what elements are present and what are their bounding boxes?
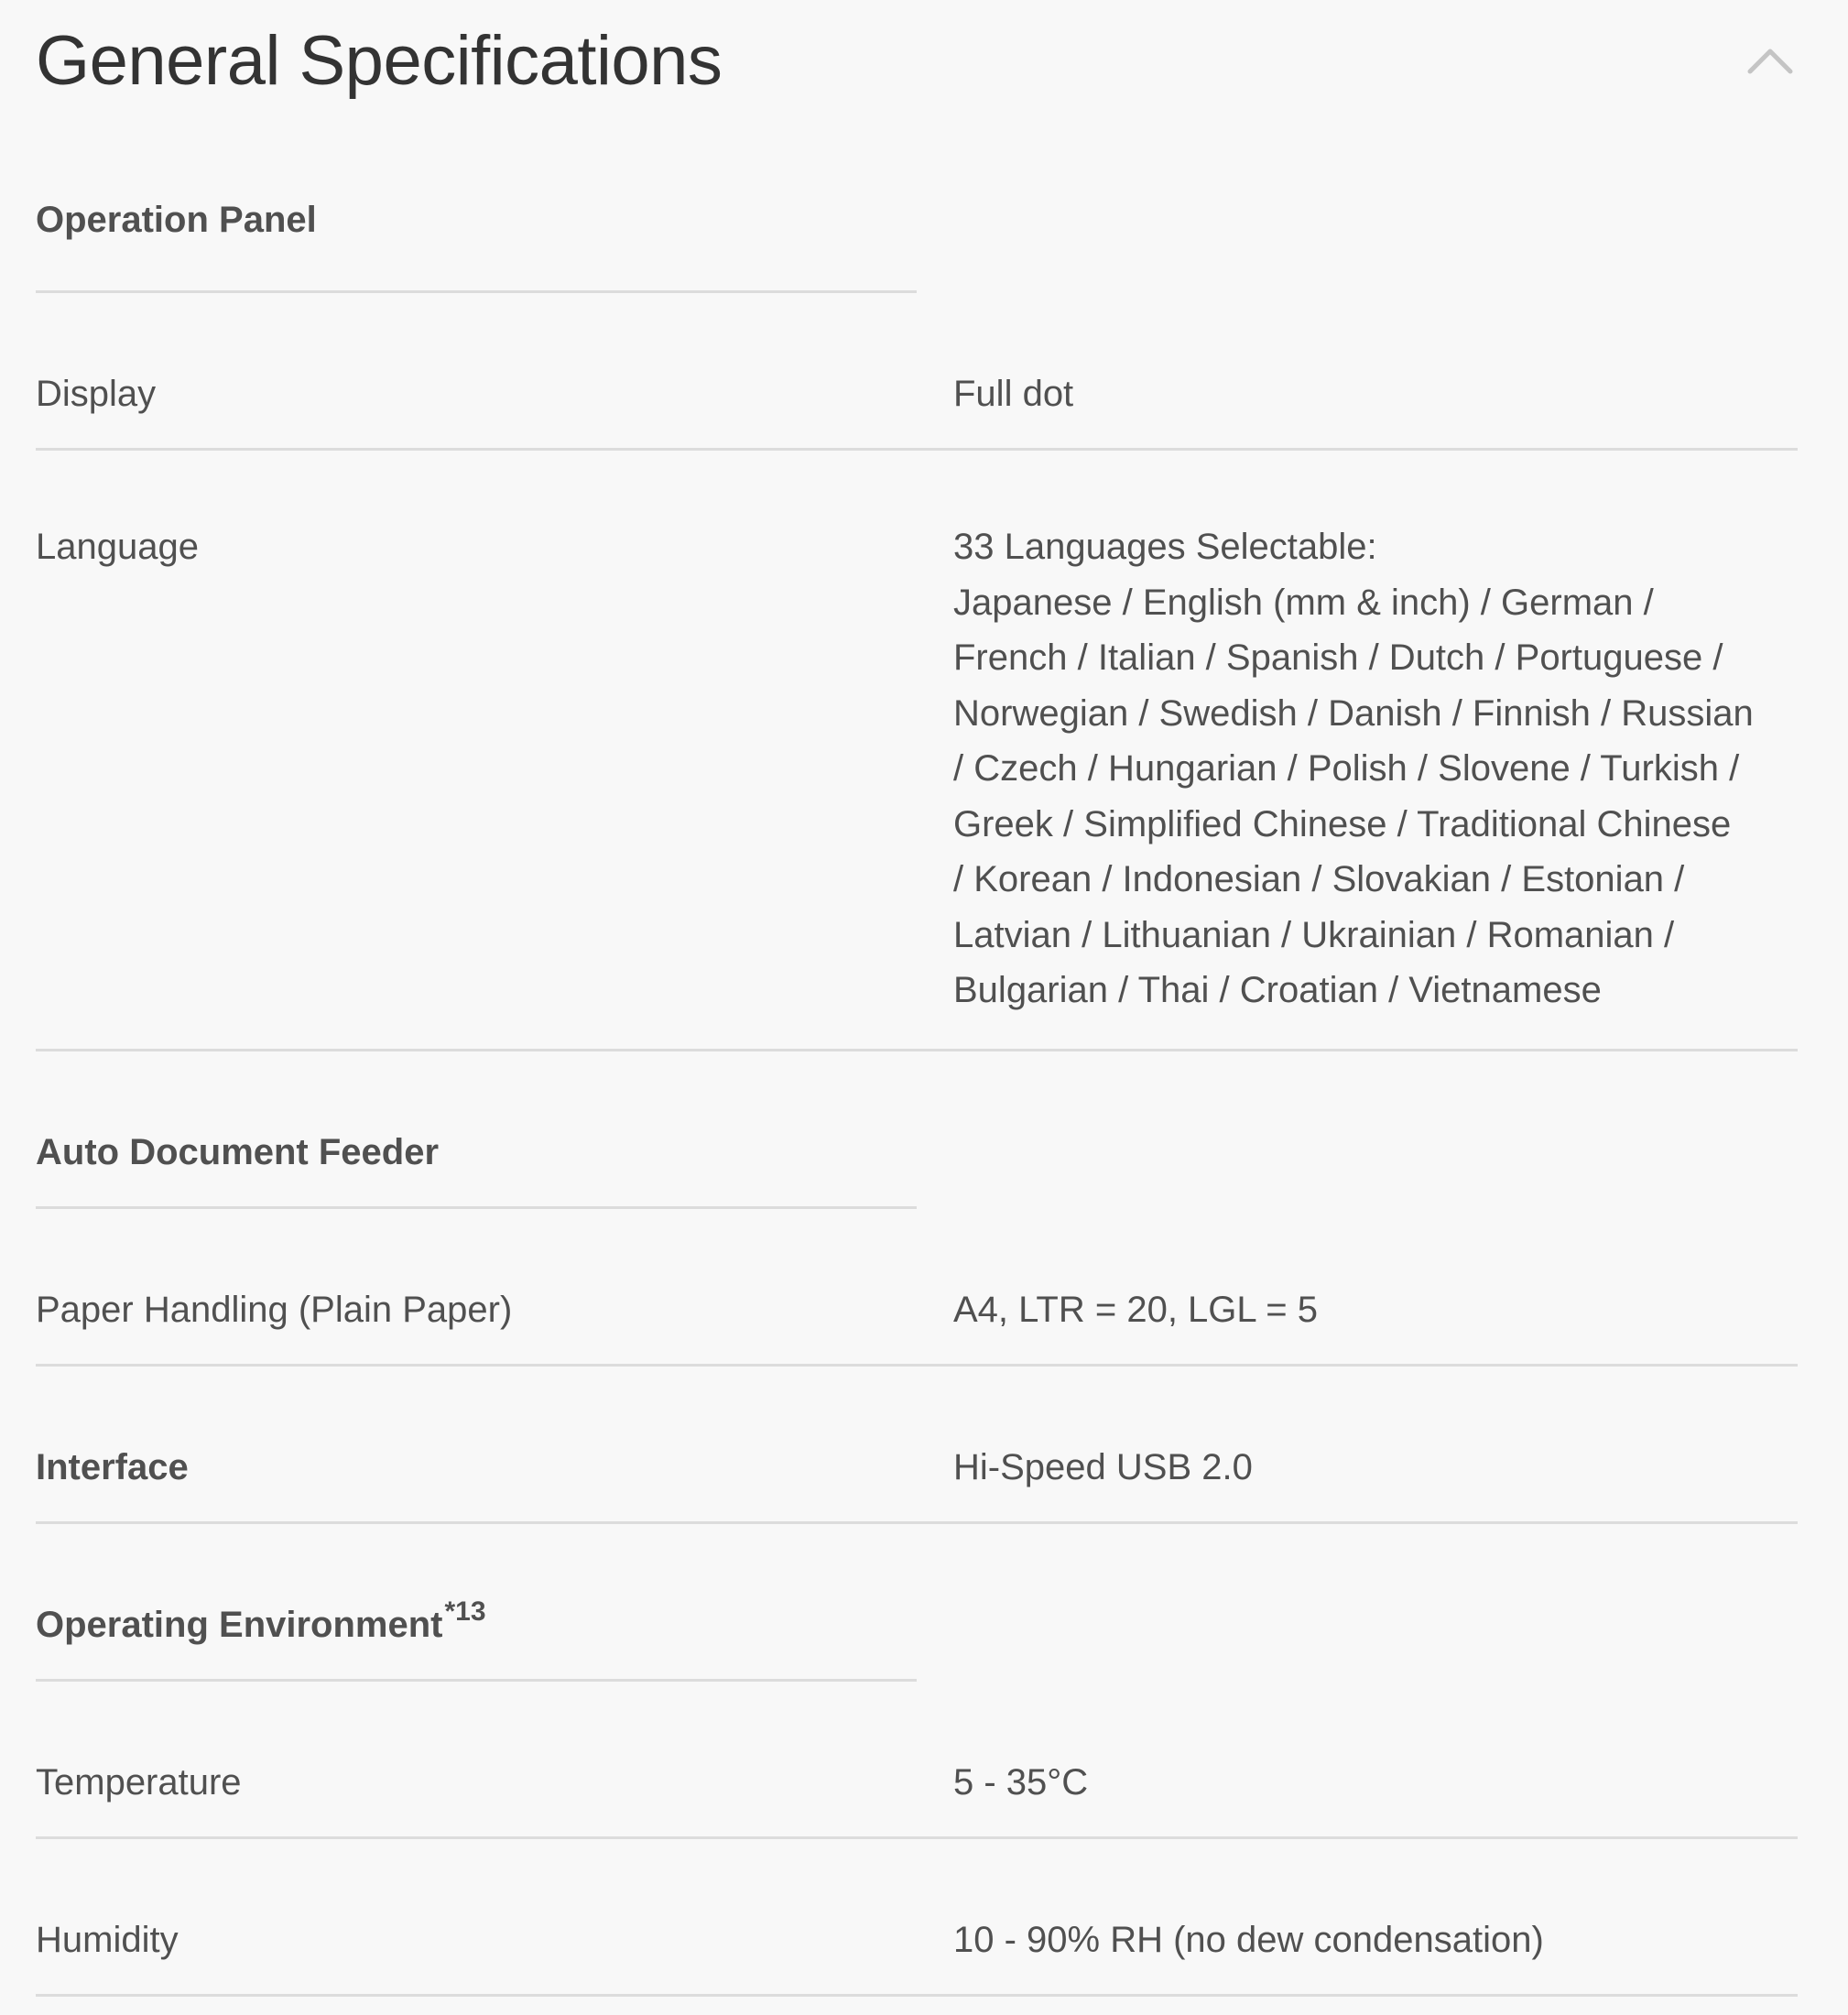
spec-value-language bbox=[953, 519, 1798, 1018]
specs-panel bbox=[36, 0, 1798, 1997]
spec-label-display: Display bbox=[36, 374, 157, 414]
spec-value-interface: Hi-Speed USB 2.0 bbox=[953, 1447, 1253, 1487]
spec-label-humidity: Humidity bbox=[36, 1920, 179, 1960]
language-line: Latvian / Lithuanian / Ukrainian / Romanian / bbox=[953, 914, 1675, 955]
language-line: Japanese / English (mm & inch) / German / bbox=[953, 582, 1654, 623]
spec-row-temperature bbox=[36, 1682, 1798, 1836]
section-auto-document-feeder bbox=[36, 1051, 1798, 1206]
spec-row-humidity bbox=[36, 1839, 1798, 1994]
spec-row-display bbox=[36, 293, 1798, 448]
spec-row-paper-handling bbox=[36, 1209, 1798, 1364]
specs-header bbox=[36, 0, 1798, 128]
language-line: Greek / Simplified Chinese / Traditional Chinese bbox=[953, 803, 1732, 844]
collapse-button[interactable] bbox=[1743, 38, 1798, 79]
language-line: Bulgarian / Thai / Croatian / Vietnamese bbox=[953, 970, 1602, 1010]
section-label-interface: Interface bbox=[36, 1447, 189, 1487]
spec-label-language: Language bbox=[36, 527, 199, 567]
section-label-auto-document-feeder: Auto Document Feeder bbox=[36, 1132, 440, 1172]
spec-label-paper-handling: Paper Handling (Plain Paper) bbox=[36, 1290, 513, 1330]
operating-environment-text: Operating Environment bbox=[36, 1605, 443, 1645]
language-line: French / Italian / Spanish / Dutch / Portuguese / bbox=[953, 637, 1723, 678]
spec-value-temperature: 5 - 35°C bbox=[953, 1762, 1089, 1803]
spec-label-temperature: Temperature bbox=[36, 1762, 242, 1803]
spec-value-paper-handling: A4, LTR = 20, LGL = 5 bbox=[953, 1290, 1319, 1330]
footnote-marker: *13 bbox=[444, 1596, 486, 1627]
language-line: Norwegian / Swedish / Danish / Finnish / Russian bbox=[953, 692, 1754, 734]
language-line: 33 Languages Selectable: bbox=[953, 527, 1377, 567]
language-line: / Korean / Indonesian / Slovakian / Estonian / bbox=[953, 859, 1685, 899]
page-title: General Specifications bbox=[36, 22, 723, 100]
section-operating-environment bbox=[36, 1524, 1798, 1679]
section-operation-panel bbox=[36, 128, 1798, 290]
section-label-operation-panel: Operation Panel bbox=[36, 200, 317, 240]
language-line: / Czech / Hungarian / Polish / Slovene / Turkish / bbox=[953, 748, 1740, 789]
spec-row-language bbox=[36, 451, 1798, 1049]
spec-row-interface bbox=[36, 1367, 1798, 1521]
spec-value-display: Full dot bbox=[953, 374, 1074, 414]
spec-value-humidity: 10 - 90% RH (no dew condensation) bbox=[953, 1920, 1544, 1960]
chevron-up-icon bbox=[1743, 38, 1798, 79]
divider bbox=[36, 1994, 1798, 1997]
section-label-operating-environment bbox=[36, 1597, 953, 1652]
